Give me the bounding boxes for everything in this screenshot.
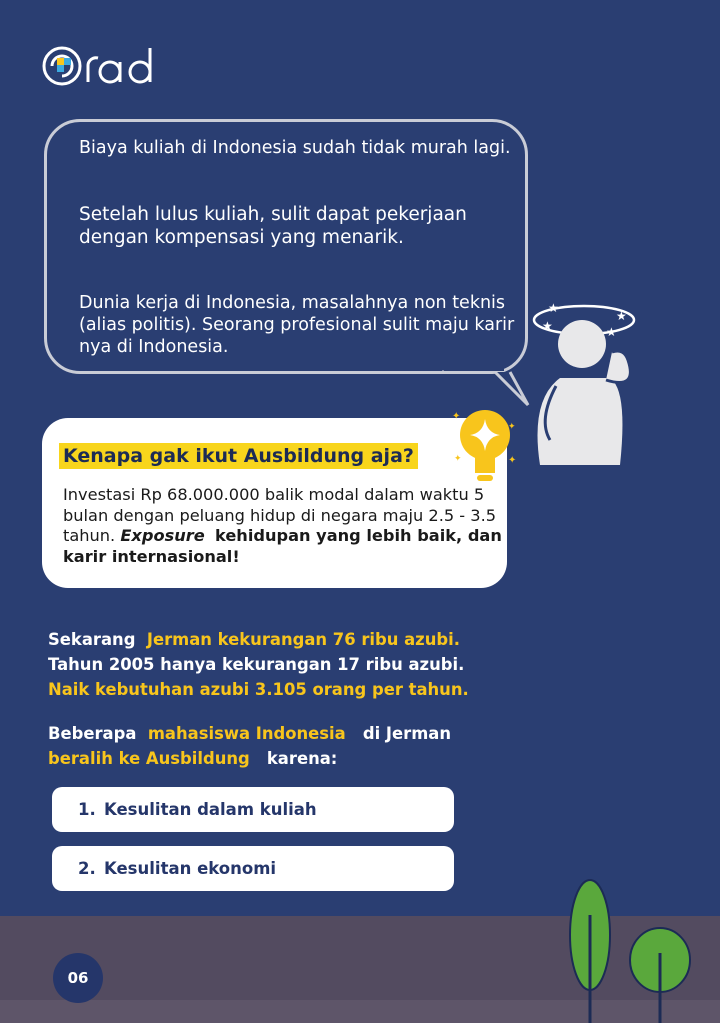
stats-line-1-prefix: Sekarang [48,630,136,649]
stats-line-2: Tahun 2005 hanya kekurangan 17 ribu azubi. [48,655,465,674]
confused-person-icon [520,290,640,465]
ausbildung-card [42,418,507,588]
reason-label: Kesulitan ekonomi [104,859,277,878]
card-body-text: Investasi Rp 68.000.000 balik modal dalam waktu 5 bulan dengan peluang hidup di negara maju 2.5 - 3.5 tahun. [63,485,497,545]
svg-text:✦: ✦ [508,422,516,432]
card-body-bold: kehidupan yang lebih baik, dan karir internasional! [63,526,502,566]
svg-text:✦: ✦ [508,455,517,466]
reasons-intro-part-a: Beberapa [48,724,137,743]
reason-label: Kesulitan dalam kuliah [104,800,317,819]
speech-bubble-tail [440,350,530,410]
svg-text:★: ★ [606,325,617,339]
reason-item-2 [52,846,454,891]
stats-line-1 [48,627,688,652]
reason-number: 1. [78,800,96,819]
svg-text:★: ★ [616,309,627,323]
bubble-line-2: Setelah lulus kuliah, sulit dapat pekerjaan dengan kompensasi yang menarik. [79,204,467,248]
stats-line-1-highlight: Jerman kekurangan 76 ribu azubi. [146,630,460,649]
page-number-badge: 06 [53,953,103,1003]
reason-item-1 [52,787,454,832]
reasons-intro-part-e: karena: [266,749,338,768]
trees-icon [560,875,700,1023]
reasons-intro [48,721,688,771]
stats-line-3: Naik kebutuhan azubi 3.105 orang per tahun. [48,680,469,699]
lightbulb-icon [450,405,520,487]
egrad-wordmark-icon [40,44,172,88]
svg-text:✦: ✦ [452,411,461,422]
svg-text:★: ★ [548,301,559,315]
card-title: Kenapa gak ikut Ausbildung aja? [59,443,418,469]
card-body [63,485,503,567]
reasons-intro-part-c: di Jerman [362,724,452,743]
svg-text:★: ★ [542,319,553,333]
reasons-intro-highlight-a: mahasiswa Indonesia [147,724,346,743]
speech-bubble [44,119,528,374]
reasons-intro-highlight-b: beralih ke Ausbildung [48,749,250,768]
statistics-block [48,627,688,702]
bubble-line-3: Dunia kerja di Indonesia, masalahnya non teknis (alias politis). Seorang profesional sulit maju karir nya di Indonesia. [79,293,515,357]
reason-number: 2. [78,859,96,878]
svg-text:✦: ✦ [454,454,462,464]
bubble-line-1: Biaya kuliah di Indonesia sudah tidak murah lagi. [79,138,511,158]
card-body-italic: Exposure [120,526,205,545]
